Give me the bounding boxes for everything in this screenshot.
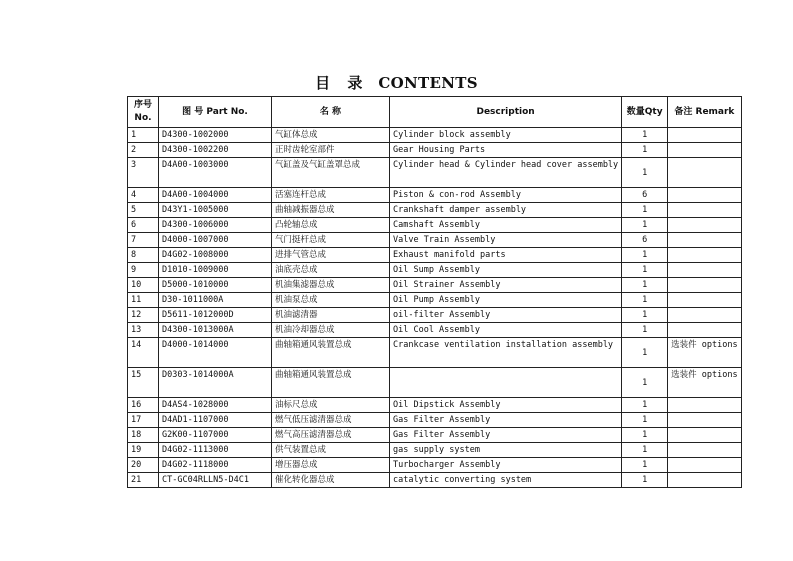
table-row bbox=[128, 413, 742, 428]
header-no: 序号 No. bbox=[128, 97, 159, 128]
part-number: D4AS4-1028000 bbox=[159, 398, 272, 413]
table-row bbox=[128, 293, 742, 308]
part-name-cn: 燃气高压滤清器总成 bbox=[272, 428, 390, 443]
remark bbox=[668, 398, 741, 413]
table-row bbox=[128, 398, 742, 413]
quantity: 1 bbox=[622, 128, 668, 143]
part-description: Crankcase ventilation installation assembly bbox=[390, 338, 622, 368]
remark bbox=[668, 203, 741, 218]
remark bbox=[668, 458, 741, 473]
row-number: 7 bbox=[128, 233, 159, 248]
part-description: Oil Strainer Assembly bbox=[390, 278, 622, 293]
part-name-cn: 增压器总成 bbox=[272, 458, 390, 473]
title-chinese: 目 录 bbox=[315, 74, 369, 92]
row-number: 6 bbox=[128, 218, 159, 233]
part-description: Oil Cool Assembly bbox=[390, 323, 622, 338]
header-part-no: 图 号 Part No. bbox=[159, 97, 272, 128]
table-row bbox=[128, 128, 742, 143]
part-name-cn: 曲轴箱通风装置总成 bbox=[272, 338, 390, 368]
row-number: 4 bbox=[128, 188, 159, 203]
part-number: D4A00-1004000 bbox=[159, 188, 272, 203]
table-row bbox=[128, 308, 742, 323]
part-number: D4000-1007000 bbox=[159, 233, 272, 248]
table-row bbox=[128, 203, 742, 218]
quantity: 1 bbox=[622, 443, 668, 458]
part-name-cn: 油底壳总成 bbox=[272, 263, 390, 278]
remark bbox=[668, 143, 741, 158]
contents-table bbox=[127, 96, 742, 488]
quantity: 1 bbox=[622, 368, 668, 398]
page-title bbox=[0, 72, 793, 93]
part-name-cn: 供气装置总成 bbox=[272, 443, 390, 458]
quantity: 1 bbox=[622, 263, 668, 278]
table-row bbox=[128, 323, 742, 338]
quantity: 1 bbox=[622, 413, 668, 428]
table-row bbox=[128, 473, 742, 488]
quantity: 1 bbox=[622, 278, 668, 293]
part-name-cn: 油标尺总成 bbox=[272, 398, 390, 413]
part-number: CT-GC04RLLN5-D4C1 bbox=[159, 473, 272, 488]
part-number: D4000-1014000 bbox=[159, 338, 272, 368]
part-description: Oil Dipstick Assembly bbox=[390, 398, 622, 413]
part-name-cn: 机油泵总成 bbox=[272, 293, 390, 308]
part-number: D1010-1009000 bbox=[159, 263, 272, 278]
row-number: 16 bbox=[128, 398, 159, 413]
quantity: 1 bbox=[622, 218, 668, 233]
row-number: 14 bbox=[128, 338, 159, 368]
header-name: 名 称 bbox=[272, 97, 390, 128]
remark bbox=[668, 428, 741, 443]
quantity: 1 bbox=[622, 248, 668, 263]
table-row bbox=[128, 188, 742, 203]
part-number: D4AD1-1107000 bbox=[159, 413, 272, 428]
quantity: 1 bbox=[622, 293, 668, 308]
quantity: 1 bbox=[622, 323, 668, 338]
remark bbox=[668, 278, 741, 293]
part-name-cn: 曲轴减振器总成 bbox=[272, 203, 390, 218]
part-description: Gas Filter Assembly bbox=[390, 428, 622, 443]
row-number: 1 bbox=[128, 128, 159, 143]
header-description: Description bbox=[390, 97, 622, 128]
table-row bbox=[128, 458, 742, 473]
part-number: D4G02-1008000 bbox=[159, 248, 272, 263]
part-name-cn: 燃气低压滤清器总成 bbox=[272, 413, 390, 428]
quantity: 1 bbox=[622, 398, 668, 413]
remark bbox=[668, 308, 741, 323]
part-description: catalytic converting system bbox=[390, 473, 622, 488]
part-description: Valve Train Assembly bbox=[390, 233, 622, 248]
remark: 选装件 options bbox=[668, 368, 741, 398]
remark: 选装件 options bbox=[668, 338, 741, 368]
part-description: Gear Housing Parts bbox=[390, 143, 622, 158]
quantity: 6 bbox=[622, 233, 668, 248]
table-row bbox=[128, 443, 742, 458]
table-row bbox=[128, 158, 742, 188]
part-name-cn: 机油冷却器总成 bbox=[272, 323, 390, 338]
row-number: 10 bbox=[128, 278, 159, 293]
row-number: 21 bbox=[128, 473, 159, 488]
part-description bbox=[390, 368, 622, 398]
part-description: Cylinder block assembly bbox=[390, 128, 622, 143]
part-description: Oil Sump Assembly bbox=[390, 263, 622, 278]
row-number: 15 bbox=[128, 368, 159, 398]
part-name-cn: 气缸盖及气缸盖罩总成 bbox=[272, 158, 390, 188]
row-number: 13 bbox=[128, 323, 159, 338]
part-number: D4G02-1113000 bbox=[159, 443, 272, 458]
part-number: D5611-1012000D bbox=[159, 308, 272, 323]
part-description: gas supply system bbox=[390, 443, 622, 458]
part-name-cn: 曲轴箱通风装置总成 bbox=[272, 368, 390, 398]
quantity: 1 bbox=[622, 203, 668, 218]
header-remark: 备注 Remark bbox=[668, 97, 741, 128]
part-description: Exhaust manifold parts bbox=[390, 248, 622, 263]
part-number: D4300-1006000 bbox=[159, 218, 272, 233]
part-name-cn: 正时齿轮室部件 bbox=[272, 143, 390, 158]
row-number: 20 bbox=[128, 458, 159, 473]
row-number: 11 bbox=[128, 293, 159, 308]
remark bbox=[668, 218, 741, 233]
row-number: 12 bbox=[128, 308, 159, 323]
table-row bbox=[128, 218, 742, 233]
remark bbox=[668, 293, 741, 308]
part-number: D0303-1014000A bbox=[159, 368, 272, 398]
row-number: 5 bbox=[128, 203, 159, 218]
remark bbox=[668, 323, 741, 338]
title-english: CONTENTS bbox=[378, 74, 478, 92]
table-row bbox=[128, 143, 742, 158]
row-number: 19 bbox=[128, 443, 159, 458]
row-number: 3 bbox=[128, 158, 159, 188]
header-qty: 数量Qty bbox=[622, 97, 668, 128]
part-description: Gas Filter Assembly bbox=[390, 413, 622, 428]
part-number: D4300-1013000A bbox=[159, 323, 272, 338]
table-row bbox=[128, 368, 742, 398]
table-row bbox=[128, 233, 742, 248]
part-name-cn: 气缸体总成 bbox=[272, 128, 390, 143]
quantity: 1 bbox=[622, 473, 668, 488]
quantity: 1 bbox=[622, 428, 668, 443]
part-name-cn: 气门挺杆总成 bbox=[272, 233, 390, 248]
remark bbox=[668, 263, 741, 278]
table-row bbox=[128, 338, 742, 368]
quantity: 1 bbox=[622, 458, 668, 473]
row-number: 18 bbox=[128, 428, 159, 443]
quantity: 1 bbox=[622, 308, 668, 323]
quantity: 1 bbox=[622, 143, 668, 158]
row-number: 9 bbox=[128, 263, 159, 278]
part-description: Camshaft Assembly bbox=[390, 218, 622, 233]
part-description: oil-filter Assembly bbox=[390, 308, 622, 323]
part-description: Cylinder head & Cylinder head cover assembly bbox=[390, 158, 622, 188]
remark bbox=[668, 248, 741, 263]
table-row bbox=[128, 278, 742, 293]
row-number: 17 bbox=[128, 413, 159, 428]
remark bbox=[668, 473, 741, 488]
part-name-cn: 凸轮轴总成 bbox=[272, 218, 390, 233]
table-row bbox=[128, 263, 742, 278]
row-number: 8 bbox=[128, 248, 159, 263]
part-number: D4300-1002000 bbox=[159, 128, 272, 143]
part-number: D4300-1002200 bbox=[159, 143, 272, 158]
remark bbox=[668, 443, 741, 458]
part-number: D43Y1-1005000 bbox=[159, 203, 272, 218]
row-number: 2 bbox=[128, 143, 159, 158]
quantity: 6 bbox=[622, 188, 668, 203]
quantity: 1 bbox=[622, 158, 668, 188]
part-name-cn: 机油集滤器总成 bbox=[272, 278, 390, 293]
part-number: G2K00-1107000 bbox=[159, 428, 272, 443]
remark bbox=[668, 158, 741, 188]
part-description: Piston & con-rod Assembly bbox=[390, 188, 622, 203]
remark bbox=[668, 413, 741, 428]
table-row bbox=[128, 428, 742, 443]
table-row bbox=[128, 248, 742, 263]
remark bbox=[668, 233, 741, 248]
header-row bbox=[128, 97, 742, 128]
part-number: D4A00-1003000 bbox=[159, 158, 272, 188]
part-description: Crankshaft damper assembly bbox=[390, 203, 622, 218]
part-number: D30-1011000A bbox=[159, 293, 272, 308]
part-name-cn: 活塞连杆总成 bbox=[272, 188, 390, 203]
quantity: 1 bbox=[622, 338, 668, 368]
part-name-cn: 进排气管总成 bbox=[272, 248, 390, 263]
part-name-cn: 催化转化器总成 bbox=[272, 473, 390, 488]
part-description: Turbocharger Assembly bbox=[390, 458, 622, 473]
remark bbox=[668, 128, 741, 143]
remark bbox=[668, 188, 741, 203]
part-description: Oil Pump Assembly bbox=[390, 293, 622, 308]
part-number: D5000-1010000 bbox=[159, 278, 272, 293]
part-number: D4G02-1118000 bbox=[159, 458, 272, 473]
part-name-cn: 机油滤清器 bbox=[272, 308, 390, 323]
